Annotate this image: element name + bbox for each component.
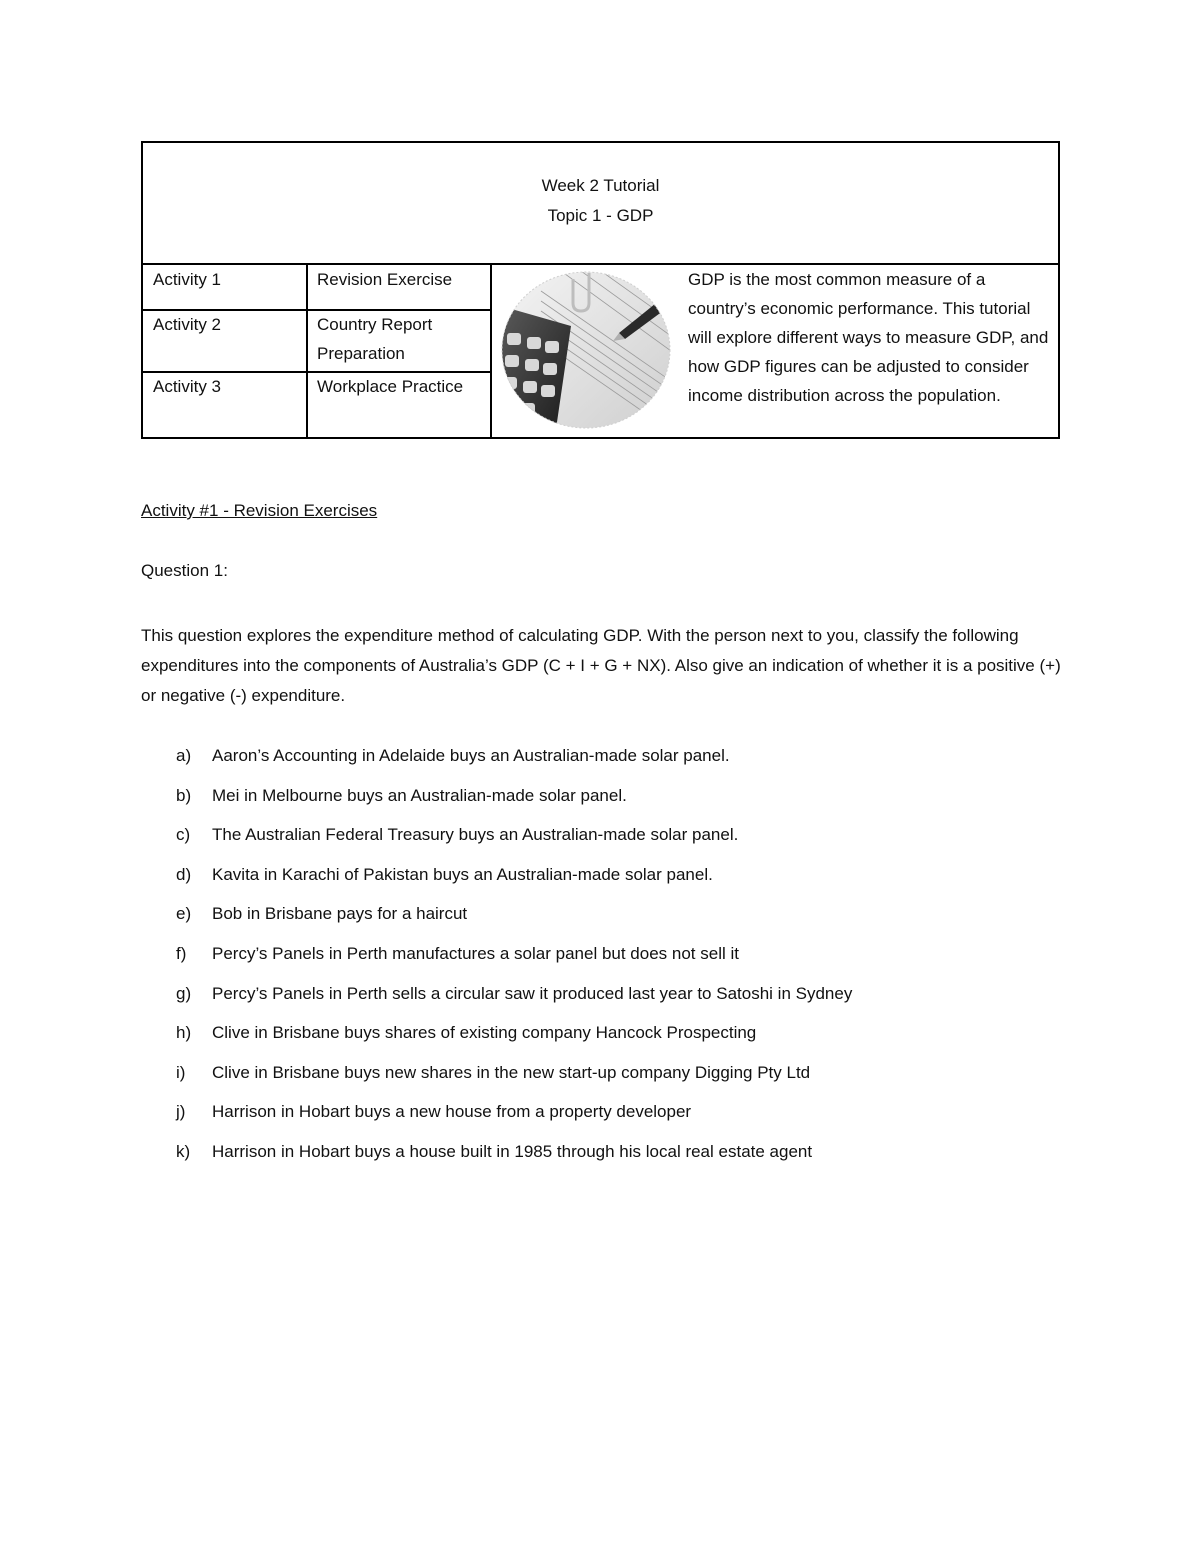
list-item [176, 1020, 852, 1060]
list-item [176, 783, 852, 823]
list-item [176, 743, 852, 783]
section-heading: Activity #1 - Revision Exercises [141, 501, 378, 520]
item-letter: d) [176, 864, 192, 884]
item-text: The Australian Federal Treasury buys an Australian-made solar panel. [212, 825, 739, 845]
item-letter: f) [176, 943, 187, 963]
item-letter: i) [176, 1062, 186, 1082]
item-letter: h) [176, 1023, 192, 1043]
item-text: Harrison in Hobart buys a house built in 1985 through his local real estate agent [212, 1141, 813, 1161]
list-item [176, 822, 852, 862]
item-letter: k) [176, 1141, 191, 1161]
item-text: Clive in Brisbane buys shares of existing company Hancock Prospecting [212, 1023, 757, 1043]
item-letter: b) [176, 785, 192, 805]
activity-2-label: Activity 2 [153, 315, 222, 334]
item-text: Kavita in Karachi of Pakistan buys an Australian-made solar panel. [212, 864, 713, 884]
list-item [176, 1060, 852, 1100]
item-text: Percy’s Panels in Perth sells a circular saw it produced last year to Satoshi in Sydney [212, 983, 853, 1003]
list-item [176, 1139, 852, 1179]
calculator-photo-icon [501, 271, 671, 429]
item-text: Aaron’s Accounting in Adelaide buys an Australian-made solar panel. [212, 746, 730, 765]
column-divider [490, 265, 492, 437]
question-text: This question explores the expenditure method of calculating GDP. With the person next to you, classify the following expenditures into the components of Australia’s GDP (C + I + G + NX). Also give an indication of whether it is a positive (+) or negative (-) expenditure. [141, 626, 1061, 705]
page-title: Week 2 Tutorial [541, 176, 660, 195]
question-label: Question 1: [141, 561, 228, 580]
item-letter: c) [176, 825, 191, 845]
activity-1-name: Revision Exercise [317, 270, 453, 289]
title-block [143, 143, 1058, 265]
question-items [176, 743, 852, 1179]
item-text: Mei in Melbourne buys an Australian-made solar panel. [212, 785, 627, 805]
item-text: Harrison in Hobart buys a new house from a property developer [212, 1102, 692, 1122]
item-letter: g) [176, 983, 192, 1003]
list-item [176, 1099, 852, 1139]
activity-3-label: Activity 3 [153, 377, 222, 396]
item-text: Percy’s Panels in Perth manufactures a solar panel but does not sell it [212, 943, 739, 963]
list-item [176, 901, 852, 941]
item-letter: e) [176, 904, 192, 924]
item-letter: a) [176, 746, 192, 765]
item-text: Bob in Brisbane pays for a haircut [212, 904, 468, 924]
topic-description: GDP is the most common measure of a country’s economic performance. This tutorial will explore different ways to measure GDP, and how GDP figures can be adjusted to consider income distribution across the population. [688, 270, 1049, 405]
activity-2-name: Country Report Preparation [317, 315, 433, 363]
item-text: Clive in Brisbane buys new shares in the new start-up company Digging Pty Ltd [212, 1062, 811, 1082]
item-letter: j) [176, 1102, 186, 1122]
header-table [141, 141, 1060, 439]
activity-3-name: Workplace Practice [317, 377, 464, 396]
column-divider [306, 265, 308, 437]
list-item [176, 862, 852, 902]
activity-1-label: Activity 1 [153, 270, 222, 289]
page-subtitle: Topic 1 - GDP [547, 206, 654, 225]
list-item [176, 981, 852, 1021]
list-item [176, 941, 852, 981]
